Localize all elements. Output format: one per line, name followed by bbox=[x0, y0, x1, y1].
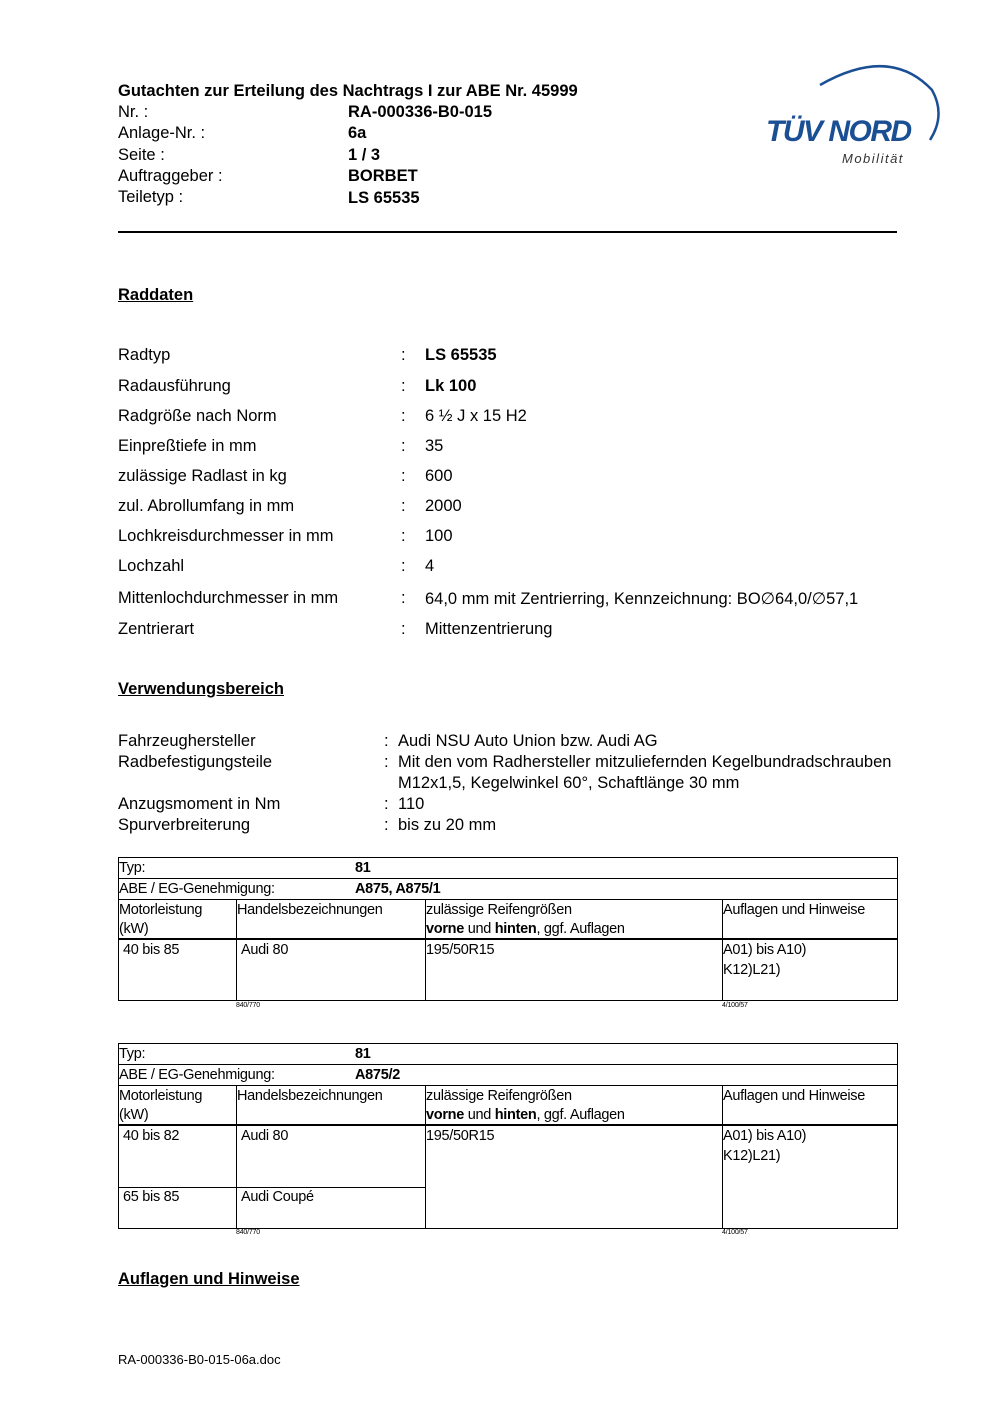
col-header-motor: Motorleistung bbox=[119, 1088, 203, 1104]
row-handelsbezeichnung: Audi Coupé bbox=[241, 1189, 314, 1205]
header-label-nr: Nr. : bbox=[118, 103, 149, 121]
header-label-seite: Seite : bbox=[118, 146, 165, 164]
raddaten-colon: : bbox=[401, 620, 406, 638]
row-auflagen-2: K12)L21) bbox=[723, 1148, 781, 1164]
col-header-motor-unit: (kW) bbox=[119, 921, 149, 937]
tuv-nord-logo bbox=[760, 55, 945, 175]
raddaten-label: Radgröße nach Norm bbox=[118, 407, 277, 425]
vehicle-table bbox=[118, 1043, 898, 1229]
raddaten-value: Lk 100 bbox=[425, 377, 477, 395]
raddaten-label: Zentrierart bbox=[118, 620, 195, 638]
table-footnote-right: 4/100/57 bbox=[722, 1002, 748, 1009]
raddaten-value: 100 bbox=[425, 527, 453, 545]
row-handelsbezeichnung: Audi 80 bbox=[241, 1128, 289, 1144]
header-value-auftraggeber: BORBET bbox=[348, 167, 418, 185]
col-header-reifen: zulässige Reifengrößen bbox=[426, 902, 572, 918]
verwendung-colon: : bbox=[384, 795, 389, 813]
verwendung-value: Mit den vom Radhersteller mitzuliefernden Kegelbundradschrauben bbox=[398, 753, 892, 771]
col-header-auflagen: Auflagen und Hinweise bbox=[723, 1088, 866, 1104]
reifen-und: und bbox=[464, 921, 495, 937]
abe-label: ABE / EG-Genehmigung: bbox=[119, 1067, 275, 1083]
table-typ-row bbox=[119, 1044, 897, 1065]
reifen-auflagen: , ggf. Auflagen bbox=[536, 921, 625, 937]
reifen-vorne: vorne bbox=[426, 1107, 464, 1123]
raddaten-label: zul. Abrollumfang in mm bbox=[118, 497, 295, 515]
raddaten-label: Radausführung bbox=[118, 377, 231, 395]
verwendung-colon: : bbox=[384, 732, 389, 750]
raddaten-value: 64,0 mm mit Zentrierring, Kennzeichnung: BO∅64,0/∅57,1 bbox=[425, 590, 859, 608]
section-heading-raddaten: Raddaten bbox=[118, 286, 194, 304]
raddaten-value: 600 bbox=[425, 467, 453, 485]
raddaten-label: Lochzahl bbox=[118, 557, 185, 575]
row-kw: 40 bis 82 bbox=[123, 1128, 180, 1144]
logo-subtitle: Mobilität bbox=[842, 151, 904, 166]
header-value-seite: 1 / 3 bbox=[348, 146, 381, 164]
col-header-motor-unit: (kW) bbox=[119, 1107, 149, 1123]
row-reifen: 195/50R15 bbox=[426, 1128, 495, 1144]
table-abe-row bbox=[119, 879, 897, 900]
col-header-handel: Handelsbezeichnungen bbox=[237, 1088, 383, 1104]
raddaten-colon: : bbox=[401, 407, 406, 425]
col-divider bbox=[236, 1086, 237, 1229]
raddaten-colon: : bbox=[401, 557, 406, 575]
verwendung-label: Radbefestigungsteile bbox=[118, 753, 273, 771]
raddaten-label: zulässige Radlast in kg bbox=[118, 467, 287, 485]
table-footnote-right: 4/100/57 bbox=[722, 1229, 748, 1236]
footer-filename: RA-000336-B0-015-06a.doc bbox=[118, 1352, 281, 1367]
header-label-auftraggeber: Auftraggeber : bbox=[118, 167, 223, 185]
row-kw: 40 bis 85 bbox=[123, 942, 180, 958]
row-auflagen-1: A01) bis A10) bbox=[723, 1128, 807, 1144]
verwendung-label: Fahrzeughersteller bbox=[118, 732, 256, 750]
raddaten-colon: : bbox=[401, 346, 406, 364]
raddaten-colon: : bbox=[401, 437, 406, 455]
raddaten-label: Mittenlochdurchmesser in mm bbox=[118, 589, 339, 607]
row-auflagen-1: A01) bis A10) bbox=[723, 942, 807, 958]
raddaten-colon: : bbox=[401, 527, 406, 545]
abe-value: A875/2 bbox=[355, 1067, 400, 1083]
verwendung-value: bis zu 20 mm bbox=[398, 816, 497, 834]
vehicle-table bbox=[118, 857, 898, 1001]
raddaten-colon: : bbox=[401, 377, 406, 395]
header-divider bbox=[118, 231, 897, 233]
reifen-vorne: vorne bbox=[426, 921, 464, 937]
col-divider bbox=[722, 1086, 723, 1229]
col-header-reifen-sub bbox=[426, 919, 625, 939]
header-value-teiletyp: LS 65535 bbox=[348, 189, 420, 207]
verwendung-colon: : bbox=[384, 753, 389, 771]
raddaten-colon: : bbox=[401, 589, 406, 607]
row-auflagen-2: K12)L21) bbox=[723, 962, 781, 978]
raddaten-label: Radtyp bbox=[118, 346, 171, 364]
section-heading-verwendungsbereich: Verwendungsbereich bbox=[118, 680, 284, 698]
typ-value: 81 bbox=[355, 860, 371, 876]
svg-text:TÜV NORD: TÜV NORD bbox=[766, 115, 911, 148]
header-value-anlage: 6a bbox=[348, 124, 367, 142]
reifen-auflagen: , ggf. Auflagen bbox=[536, 1107, 625, 1123]
section-heading-auflagen: Auflagen und Hinweise bbox=[118, 1270, 300, 1288]
header-value-nr: RA-000336-B0-015 bbox=[348, 103, 492, 121]
reifen-und: und bbox=[464, 1107, 495, 1123]
typ-value: 81 bbox=[355, 1046, 371, 1062]
table-footnote-left: 840/770 bbox=[236, 1229, 260, 1236]
raddaten-value: 35 bbox=[425, 437, 444, 455]
raddaten-value: 6 ½ J x 15 H2 bbox=[425, 407, 527, 425]
raddaten-value: 2000 bbox=[425, 497, 462, 515]
col-header-auflagen: Auflagen und Hinweise bbox=[723, 902, 866, 918]
raddaten-value: LS 65535 bbox=[425, 346, 497, 364]
raddaten-label: Einpreßtiefe in mm bbox=[118, 437, 257, 455]
verwendung-label: Spurverbreiterung bbox=[118, 816, 251, 834]
typ-label: Typ: bbox=[119, 1046, 146, 1062]
col-divider bbox=[425, 900, 426, 1001]
abe-label: ABE / EG-Genehmigung: bbox=[119, 881, 275, 897]
document-title: Gutachten zur Erteilung des Nachtrags I zur ABE Nr. 45999 bbox=[118, 82, 578, 100]
verwendung-colon: : bbox=[384, 816, 389, 834]
raddaten-value: Mittenzentrierung bbox=[425, 620, 553, 638]
col-divider bbox=[722, 900, 723, 1001]
table-typ-row bbox=[119, 858, 897, 879]
reifen-hinten: hinten bbox=[494, 921, 537, 937]
row-reifen: 195/50R15 bbox=[426, 942, 495, 958]
header-label-teiletyp: Teiletyp : bbox=[118, 188, 184, 206]
abe-value: A875, A875/1 bbox=[355, 881, 441, 897]
table-footnote-left: 840/770 bbox=[236, 1002, 260, 1009]
col-header-reifen: zulässige Reifengrößen bbox=[426, 1088, 572, 1104]
verwendung-value: 110 bbox=[398, 795, 425, 813]
verwendung-value-continued: M12x1,5, Kegelwinkel 60°, Schaftlänge 30 mm bbox=[398, 774, 740, 792]
raddaten-label: Lochkreisdurchmesser in mm bbox=[118, 527, 334, 545]
row-kw: 65 bis 85 bbox=[123, 1189, 180, 1205]
raddaten-value: 4 bbox=[425, 557, 435, 575]
verwendung-label: Anzugsmoment in Nm bbox=[118, 795, 281, 813]
typ-label: Typ: bbox=[119, 860, 146, 876]
col-header-reifen-sub bbox=[426, 1105, 625, 1125]
header-label-anlage: Anlage-Nr. : bbox=[118, 124, 206, 142]
col-header-motor: Motorleistung bbox=[119, 902, 203, 918]
col-divider bbox=[425, 1086, 426, 1229]
col-divider bbox=[236, 900, 237, 1001]
raddaten-colon: : bbox=[401, 497, 406, 515]
verwendung-value: Audi NSU Auto Union bzw. Audi AG bbox=[398, 732, 658, 750]
col-header-handel: Handelsbezeichnungen bbox=[237, 902, 383, 918]
raddaten-colon: : bbox=[401, 467, 406, 485]
table-abe-row bbox=[119, 1065, 897, 1086]
row-handelsbezeichnung: Audi 80 bbox=[241, 942, 289, 958]
reifen-hinten: hinten bbox=[494, 1107, 537, 1123]
